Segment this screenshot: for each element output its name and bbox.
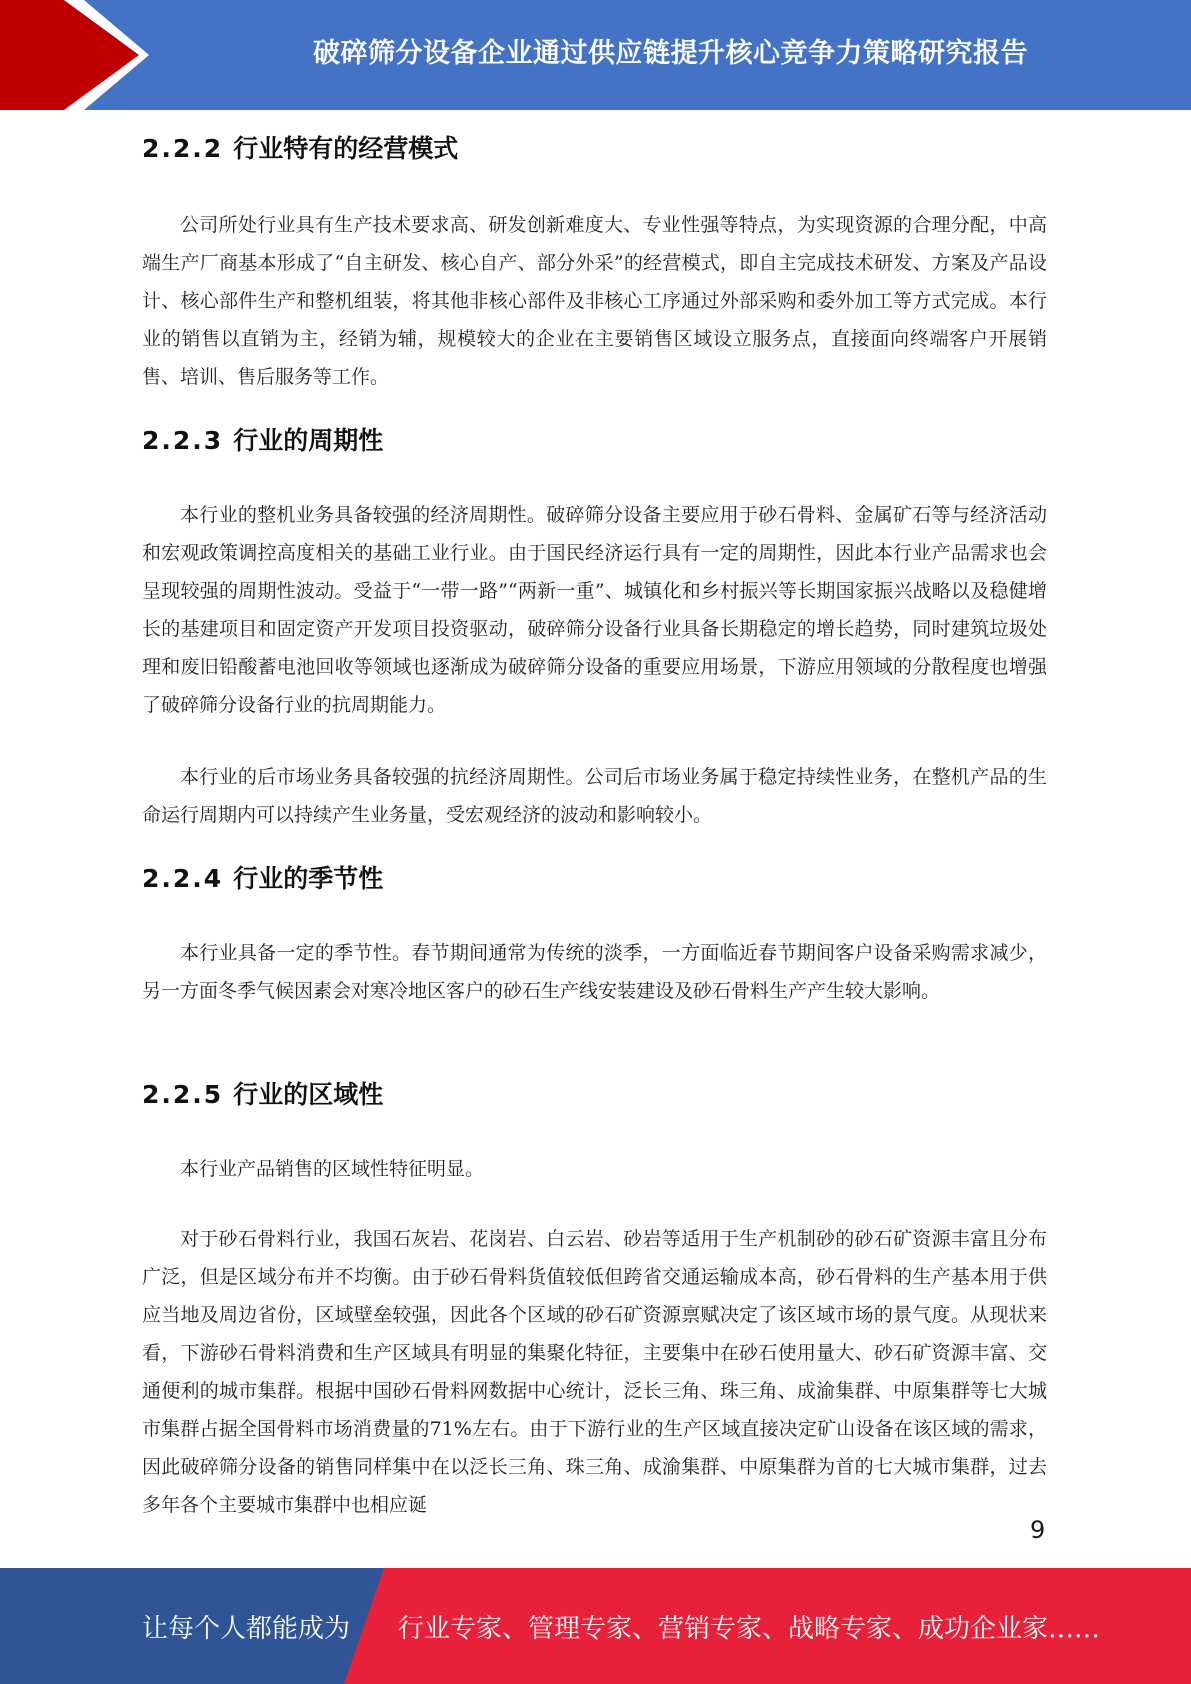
paragraph: 本行业产品销售的区域性特征明显。 <box>180 1158 485 1180</box>
section-title: 行业的季节性 <box>233 864 384 893</box>
page-footer <box>0 1568 1191 1684</box>
section-number: 2.2.2 <box>142 134 224 163</box>
paragraph: 本行业的整机业务具备较强的经济周期性。破碎筛分设备主要应用于砂石骨料、金属矿石等与经济活动和宏观政策调控高度相关的基础工业行业。由于国民经济运行具有一定的周期性，因此本行业产品需求也会呈现较强的周期性波动。受益于“一带一路”“两新一重”、城镇化和乡村振兴等长期国家振兴战略以及稳健增长的基建项目和固定资产开发项目投资驱动，破碎筛分设备行业具备长期稳定的增长趋势，同时建筑垃圾处理和废旧铅酸蓄电池回收等领域也逐渐成为破碎筛分设备的重要应用场景，下游应用领域的分散程度也增强了破碎筛分设备行业的抗周期能力。 <box>142 504 1047 716</box>
page-header <box>0 0 1191 110</box>
section-title: 行业的区域性 <box>233 1080 384 1109</box>
section-heading-2-2-5 <box>142 1082 383 1107</box>
section-heading-2-2-4 <box>142 866 383 891</box>
chevron-decoration-icon <box>0 0 150 110</box>
section-number: 2.2.5 <box>142 1080 224 1109</box>
footer-slogan-right: 行业专家、管理专家、营销专家、战略专家、成功企业家…… <box>398 1613 1101 1644</box>
section-heading-2-2-3 <box>142 428 383 453</box>
footer-slogan-left: 让每个人都能成为 <box>142 1613 351 1644</box>
section-heading-2-2-2 <box>142 136 458 161</box>
report-title: 破碎筛分设备企业通过供应链提升核心竞争力策略研究报告 <box>313 37 1028 69</box>
section-number: 2.2.4 <box>142 864 224 893</box>
paragraph: 对于砂石骨料行业，我国石灰岩、花岗岩、白云岩、砂岩等适用于生产机制砂的砂石矿资源丰富且分布广泛，但是区域分布并不均衡。由于砂石骨料货值较低但跨省交通运输成本高，砂石骨料的生产基本用于供应当地及周边省份，区域壁垒较强，因此各个区域的砂石矿资源禀赋决定了该区域市场的景气度。从现状来看，下游砂石骨料消费和生产区域具有明显的集聚化特征，主要集中在砂石使用量大、砂石矿资源丰富、交通便利的城市集群。根据中国砂石骨料网数据中心统计，泛长三角、珠三角、成渝集群、中原集群等七大城市集群占据全国骨料市场消费量的71%左右。由于下游行业的生产区域直接决定矿山设备在该区域的需求，因此破碎筛分设备的销售同样集中在以泛长三角、珠三角、成渝集群、中原集群为首的七大城市集群，过去多年各个主要城市集群中也相应诞 <box>142 1228 1047 1516</box>
page-number: 9 <box>1030 1516 1046 1544</box>
section-title: 行业的周期性 <box>233 426 384 455</box>
paragraph: 公司所处行业具有生产技术要求高、研发创新难度大、专业性强等特点，为实现资源的合理分配，中高端生产厂商基本形成了“自主研发、核心自产、部分外采”的经营模式，即自主完成技术研发、方案及产品设计、核心部件生产和整机组装，将其他非核心部件及非核心工序通过外部采购和委外加工等方式完成。本行业的销售以直销为主，经销为辅，规模较大的企业在主要销售区域设立服务点，直接面向终端客户开展销售、培训、售后服务等工作。 <box>142 214 1047 388</box>
paragraph: 本行业的后市场业务具备较强的抗经济周期性。公司后市场业务属于稳定持续性业务，在整机产品的生命运行周期内可以持续产生业务量，受宏观经济的波动和影响较小。 <box>142 766 1047 826</box>
section-title: 行业特有的经营模式 <box>233 134 459 163</box>
paragraph: 本行业具备一定的季节性。春节期间通常为传统的淡季，一方面临近春节期间客户设备采购需求减少，另一方面冬季气候因素会对寒冷地区客户的砂石生产线安装建设及砂石骨料生产产生较大影响。 <box>142 942 1047 1002</box>
section-number: 2.2.3 <box>142 426 224 455</box>
